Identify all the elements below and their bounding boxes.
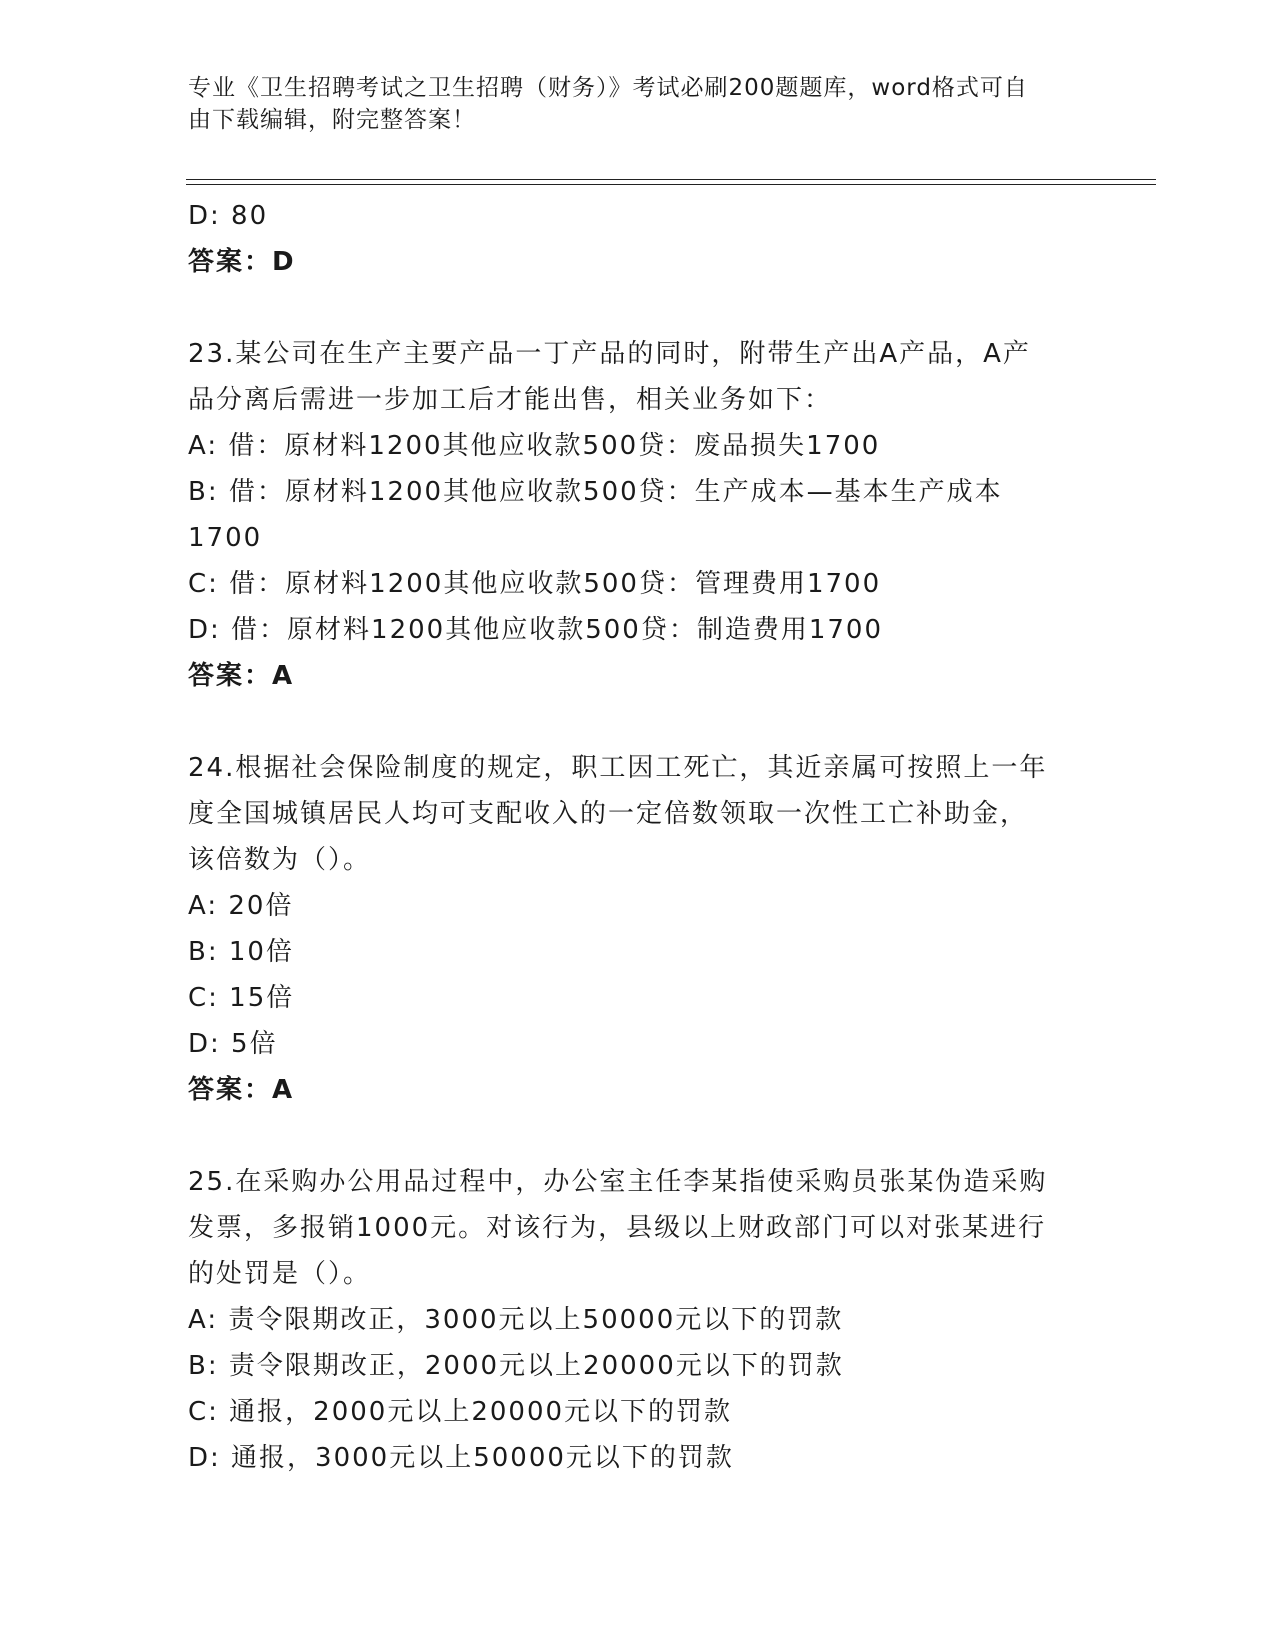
question-23 [188, 331, 1088, 699]
question-stem-line: 的处罚是（）。 [188, 1259, 372, 1289]
answer: 答案：A [188, 1075, 295, 1105]
question-stem-line: 度全国城镇居民人均可支配收入的一定倍数领取一次性工亡补助金， [188, 799, 1029, 829]
option-b: B: 借：原材料1200其他应收款500贷：生产成本—基本生产成本 [188, 477, 1003, 507]
prev-answer: 答案：D [188, 247, 296, 277]
prev-option-d: D: 80 [188, 201, 269, 231]
option-a: A: 借：原材料1200其他应收款500贷：废品损失1700 [188, 431, 881, 461]
option-b: B: 10倍 [188, 937, 294, 967]
document-body [188, 193, 1088, 1481]
option-c: C: 通报，2000元以上20000元以下的罚款 [188, 1397, 733, 1427]
option-b-continued: 1700 [188, 523, 263, 553]
page-header [188, 72, 1068, 136]
spacer [188, 699, 1088, 745]
option-d: D: 5倍 [188, 1029, 278, 1059]
question-stem-line: 24.根据社会保险制度的规定，职工因工死亡，其近亲属可按照上一年 [188, 753, 1048, 783]
header-line-2: 由下载编辑，附完整答案！ [188, 107, 476, 133]
spacer [188, 285, 1088, 331]
question-stem-line: 品分离后需进一步加工后才能出售，相关业务如下： [188, 385, 833, 415]
answer: 答案：A [188, 661, 295, 691]
question-24 [188, 745, 1088, 1113]
spacer [188, 1113, 1088, 1159]
header-line-1: 专业《卫生招聘考试之卫生招聘（财务）》考试必刷200题题库，word格式可自 [188, 75, 1028, 101]
question-25 [188, 1159, 1088, 1481]
option-a: A: 20倍 [188, 891, 294, 921]
option-d: D: 借：原材料1200其他应收款500贷：制造费用1700 [188, 615, 884, 645]
question-stem-line: 23.某公司在生产主要产品一丁产品的同时，附带生产出A产品，A产 [188, 339, 1031, 369]
option-a: A: 责令限期改正，3000元以上50000元以下的罚款 [188, 1305, 844, 1335]
question-stem-line: 该倍数为（）。 [188, 845, 372, 875]
question-stem-line: 25.在采购办公用品过程中，办公室主任李某指使采购员张某伪造采购 [188, 1167, 1048, 1197]
header-rule-bottom [186, 184, 1156, 185]
option-c: C: 借：原材料1200其他应收款500贷：管理费用1700 [188, 569, 882, 599]
option-c: C: 15倍 [188, 983, 295, 1013]
question-stem-line: 发票，多报销1000元。对该行为，县级以上财政部门可以对张某进行 [188, 1213, 1047, 1243]
option-d: D: 通报，3000元以上50000元以下的罚款 [188, 1443, 734, 1473]
option-b: B: 责令限期改正，2000元以上20000元以下的罚款 [188, 1351, 844, 1381]
header-rule-top [186, 179, 1156, 180]
